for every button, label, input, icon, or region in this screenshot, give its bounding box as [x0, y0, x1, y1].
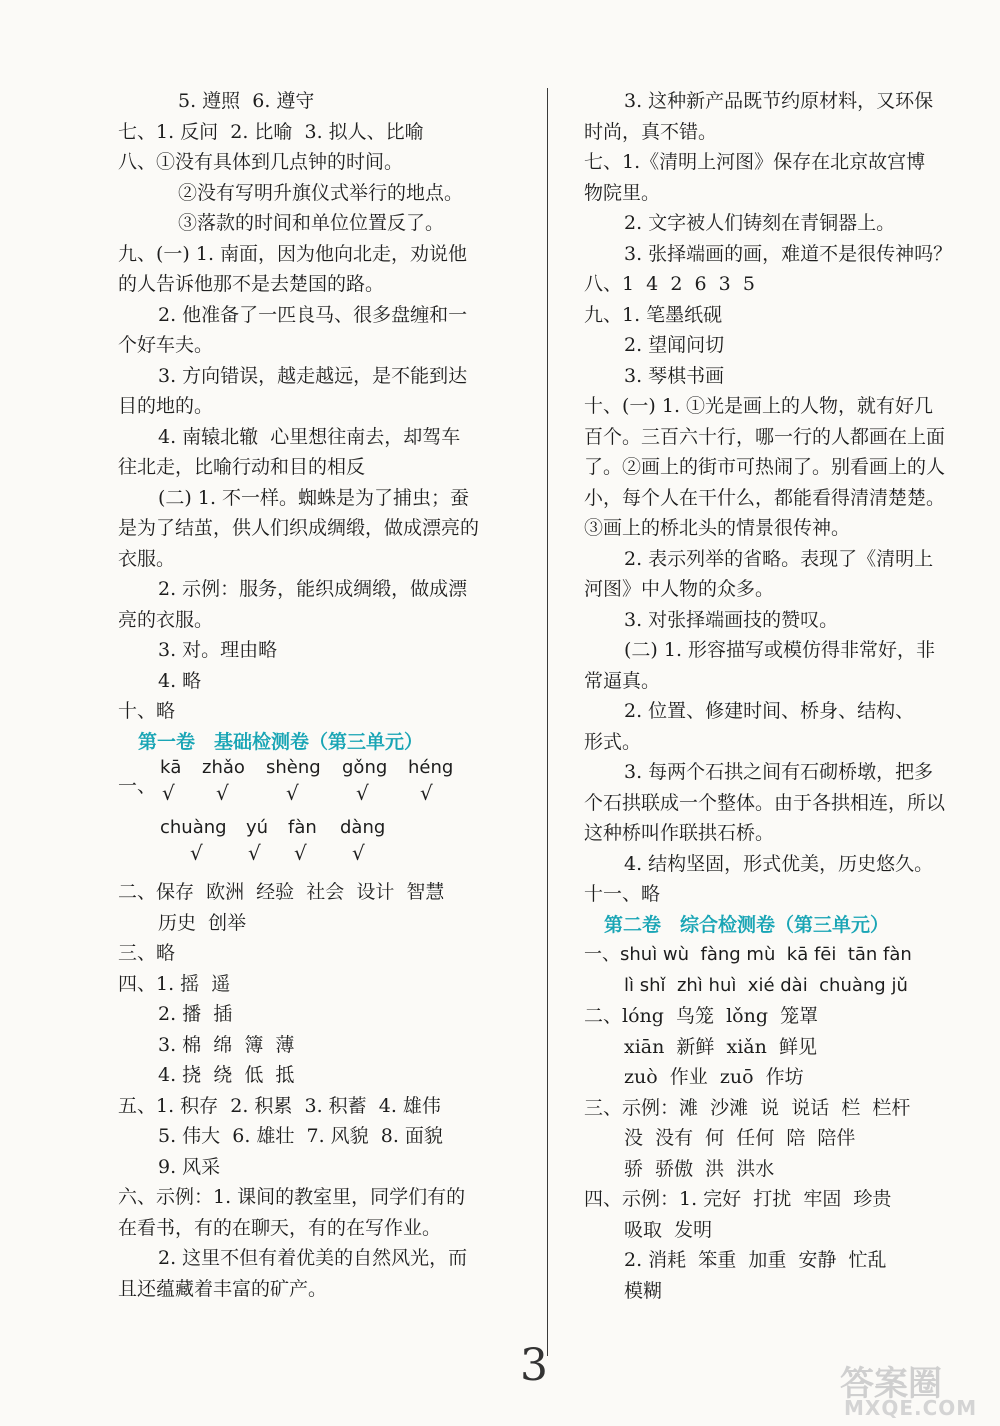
answer-line: 3. 琴棋书画	[624, 364, 725, 387]
pinyin-tick-block	[118, 757, 518, 877]
answer-line: 3. 每两个石拱之间有石砌桥墩，把多	[624, 761, 934, 783]
answer-line: 百个。三百六十行，哪一行的人都画在上面	[584, 425, 946, 448]
answer-line: 2. 文字被人们铸刻在青铜器上。	[624, 212, 896, 234]
answer-line: 形式。	[584, 730, 642, 753]
answer-line: 物院里。	[584, 181, 661, 204]
answer-line: ③画上的桥北头的情景很传神。	[584, 517, 851, 539]
tick: √	[216, 781, 229, 805]
answer-line: 常逼真。	[584, 669, 661, 692]
tick: √	[352, 841, 365, 865]
answer-line: 河图》中人物的众多。	[584, 578, 775, 600]
answer-line: 2. 表示列举的省略。表现了《清明上	[624, 547, 934, 570]
watermark-text: 答案圈	[840, 1364, 942, 1404]
answer-line: 5. 伟大 6. 雄壮 7. 风貌 8. 面貌	[158, 1125, 443, 1147]
pinyin: kā	[160, 757, 182, 778]
answer-line: 这种桥叫作联拱石桥。	[584, 822, 775, 844]
answer-line: 三、示例：滩 沙滩 说 说话 栏 栏杆	[584, 1096, 911, 1119]
answer-line: 个好车夫。	[118, 334, 214, 356]
watermark-logo	[840, 1356, 995, 1422]
pinyin: zhǎo	[202, 757, 245, 778]
answer-line: 三、略	[118, 942, 176, 964]
pinyin: gǒng	[342, 757, 388, 778]
answer-line: 八、1 4 2 6 3 5	[584, 273, 755, 295]
answer-line: 七、1.《清明上河图》保存在北京故宫博	[584, 151, 926, 173]
answer-line: 模糊	[624, 1279, 663, 1302]
answer-line: 3. 对。理由略	[158, 639, 278, 661]
answer-line: 七、1. 反问 2. 比喻 3. 拟人、比喻	[118, 120, 424, 143]
pinyin: yú	[246, 817, 269, 838]
right-column	[584, 86, 978, 1306]
answer-line: 4. 略	[158, 669, 202, 692]
answer-line: 小，每个人在干什么，都能看得清清楚楚。	[584, 486, 946, 509]
answer-line: 3. 这种新产品既节约原材料，又环保	[624, 90, 934, 112]
pinyin: shèng	[266, 757, 321, 778]
answer-line: 亮的衣服。	[118, 608, 214, 631]
answer-line: 了。②画上的街市可热闹了。别看画上的人	[584, 456, 946, 478]
answer-line: 2. 这里不但有着优美的自然风光，而	[158, 1247, 468, 1269]
pinyin: dàng	[340, 817, 386, 838]
answer-line: 目的地的。	[118, 395, 214, 417]
tick: √	[294, 841, 307, 865]
answer-line: 9. 风采	[158, 1155, 221, 1178]
answer-line: 3. 张择端画的画，难道不是很传神吗？	[624, 242, 953, 265]
answer-line: 四、1. 摇 遥	[118, 972, 231, 995]
tick: √	[248, 841, 261, 865]
answer-line: 十、略	[118, 700, 176, 722]
answer-line: 衣服。	[118, 547, 176, 570]
answer-line: 2. 示例：服务，能织成绸缎，做成漂	[158, 578, 468, 600]
answer-line: 骄 骄傲 洪 洪水	[624, 1157, 775, 1180]
watermark-url: MXQE.COM	[844, 1396, 978, 1420]
answer-line: 4. 结构坚固，形式优美，历史悠久。	[624, 852, 934, 875]
answer-line: 3. 方向错误，越走越远，是不能到达	[158, 364, 468, 387]
answer-line: 的人告诉他那不是去楚国的路。	[118, 273, 385, 295]
answer-line: 吸取 发明	[624, 1218, 713, 1241]
answer-line: xiān 新鲜 xiǎn 鲜见	[624, 1035, 817, 1058]
answer-line: 是为了结茧，供人们织成绸缎，做成漂亮的	[118, 517, 480, 539]
answer-line: 四、示例：1. 完好 打扰 牢固 珍贵	[584, 1188, 892, 1210]
answer-line: ②没有写明升旗仪式举行的地点。	[178, 181, 464, 204]
answer-line: 没 没有 何 任何 陪 陪伴	[624, 1127, 856, 1149]
answer-line: 往北走，比喻行动和目的相反	[118, 456, 366, 478]
answer-line: 4. 挠 绕 低 抵	[158, 1064, 295, 1086]
answer-line: 二、保存 欧洲 经验 社会 设计 智慧	[118, 881, 445, 903]
answer-line: 十一、略	[584, 883, 661, 905]
tick: √	[286, 781, 299, 805]
answer-line: 3. 棉 绵 簿 薄	[158, 1033, 295, 1056]
answer-line: 在看书，有的在聊天，有的在写作业。	[118, 1216, 442, 1239]
answer-line: 五、1. 积存 2. 积累 3. 积蓄 4. 雄伟	[118, 1094, 441, 1117]
answer-line: 九、(一) 1. 南面，因为他向北走，劝说他	[118, 242, 468, 265]
answer-line: (二) 1. 形容描写或模仿得非常好，非	[624, 639, 936, 661]
answer-line: 六、示例：1. 课间的教室里，同学们有的	[118, 1186, 466, 1208]
pinyin: chuàng	[160, 817, 227, 838]
tick: √	[190, 841, 203, 865]
answer-line: 且还蕴藏着丰富的矿产。	[118, 1277, 328, 1300]
answer-line: 4. 南辕北辙 心里想往南去，却驾车	[158, 425, 461, 448]
answer-line: zuò 作业 zuō 作坊	[624, 1066, 804, 1088]
answer-line: 一、shuì wù fàng mù kā fēi tān fàn	[584, 944, 912, 965]
tick: √	[420, 781, 433, 805]
pinyin: fàn	[288, 817, 317, 838]
left-column	[118, 86, 518, 1304]
answer-line: 九、1. 笔墨纸砚	[584, 303, 723, 326]
answer-line: 个石拱联成一个整体。由于各拱相连，所以	[584, 791, 946, 814]
question-label: 一、	[118, 775, 157, 797]
answer-line: 2. 位置、修建时间、桥身、结构、	[624, 700, 915, 722]
answer-line: 2. 消耗 笨重 加重 安静 忙乱	[624, 1249, 887, 1271]
answer-line: 2. 播 插	[158, 1003, 233, 1025]
page-number: 3	[520, 1340, 548, 1391]
answer-line: ③落款的时间和单位位置反了。	[178, 212, 445, 234]
answer-line: (二) 1. 不一样。蜘蛛是为了捕虫；蚕	[158, 486, 470, 509]
answer-line: 十、(一) 1. ①光是画上的人物，就有好几	[584, 395, 934, 417]
tick: √	[162, 781, 175, 805]
answer-line: 二、lóng 鸟笼 lǒng 笼罩	[584, 1005, 819, 1027]
section-heading: 第二卷 综合检测卷（第三单元）	[604, 913, 890, 936]
answer-line: 2. 望闻问切	[624, 334, 725, 356]
pinyin: héng	[408, 757, 454, 778]
answer-line: 历史 创举	[158, 911, 247, 934]
answer-line: 时尚，真不错。	[584, 120, 718, 143]
answer-line: 5. 遵照 6. 遵守	[178, 90, 315, 112]
section-heading: 第一卷 基础检测卷（第三单元）	[138, 730, 424, 753]
answer-line: 八、①没有具体到几点钟的时间。	[118, 151, 404, 173]
column-divider	[547, 88, 548, 1356]
answer-line: 2. 他准备了一匹良马、很多盘缠和一	[158, 303, 468, 326]
answer-line: lì shǐ zhì huì xié dài chuàng jǔ	[624, 974, 908, 996]
answer-line: 3. 对张择端画技的赞叹。	[624, 608, 839, 631]
tick: √	[356, 781, 369, 805]
